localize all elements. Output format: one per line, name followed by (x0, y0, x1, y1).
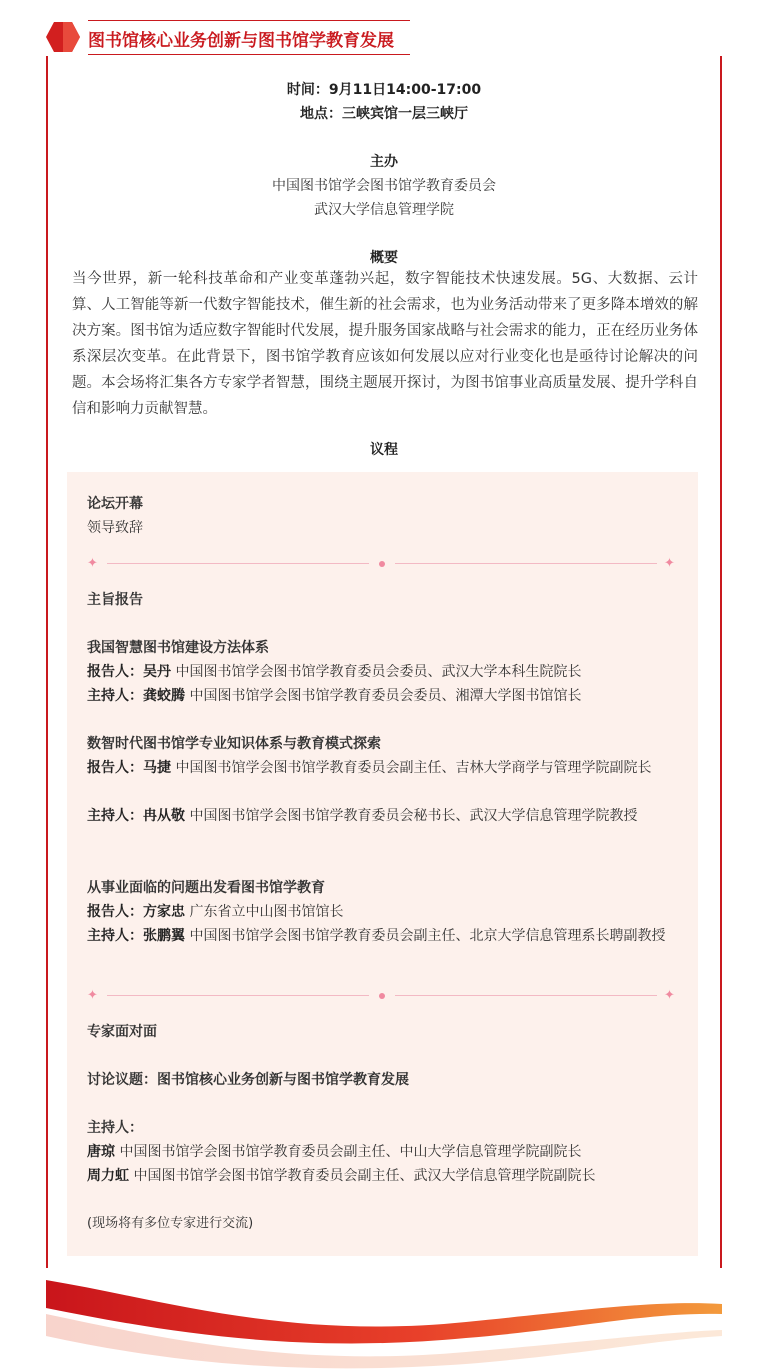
header-line-top (88, 20, 410, 21)
divider-dot (379, 561, 385, 567)
moderators-label: 主持人： (87, 1120, 143, 1136)
opening-subtitle: 领导致辞 (87, 520, 143, 536)
talk-speaker: 报告人：马捷 中国图书馆学会图书馆学教育委员会副主任、吉林大学商学与管理学院副院长 (87, 760, 652, 776)
header-title: 图书馆核心业务创新与图书馆学教育发展 (88, 31, 394, 51)
host-org-2: 武汉大学信息管理学院 (314, 202, 454, 218)
keynote-heading: 主旨报告 (87, 592, 143, 608)
host-heading: 主办 (370, 154, 398, 170)
talk-title: 我国智慧图书馆建设方法体系 (87, 640, 269, 656)
talk-title: 从事业面临的问题出发看图书馆学教育 (87, 880, 325, 896)
talk-host: 主持人：龚蛟腾 中国图书馆学会图书馆学教育委员会委员、湘潭大学图书馆馆长 (87, 688, 582, 704)
discussion-topic: 讨论议题：图书馆核心业务创新与图书馆学教育发展 (87, 1072, 409, 1088)
overview-heading: 概要 (370, 250, 398, 266)
divider-dot (379, 993, 385, 999)
agenda-heading: 议程 (370, 442, 398, 458)
talk-title: 数智时代图书馆学专业知识体系与教育模式探索 (87, 736, 381, 752)
decorative-ribbon (46, 1270, 722, 1370)
moderator-item: 唐琼 中国图书馆学会图书馆学教育委员会副主任、中山大学信息管理学院副院长 (87, 1144, 582, 1160)
talk-speaker: 报告人：方家忠 广东省立中山图书馆馆长 (87, 904, 344, 920)
talk-host: 主持人：张鹏翼 中国图书馆学会图书馆学教育委员会副主任、北京大学信息管理系长聘副教授 (87, 928, 666, 944)
hexagon-icon (46, 20, 80, 54)
section-divider (87, 986, 677, 1006)
talk-speaker: 报告人：吴丹 中国图书馆学会图书馆学教育委员会委员、武汉大学本科生院院长 (87, 664, 582, 680)
talk-host: 主持人：冉从敬 中国图书馆学会图书馆学教育委员会秘书长、武汉大学信息管理学院教授 (87, 808, 638, 824)
sparkle-icon: ✦ (87, 556, 98, 571)
frame-left-border (46, 56, 48, 1268)
event-place: 地点：三峡宾馆一层三峡厅 (300, 106, 468, 122)
host-org-1: 中国图书馆学会图书馆学教育委员会 (272, 178, 496, 194)
moderator-item: 周力虹 中国图书馆学会图书馆学教育委员会副主任、武汉大学信息管理学院副院长 (87, 1168, 596, 1184)
sparkle-icon: ✦ (664, 556, 675, 571)
header-line-bottom (88, 54, 410, 55)
overview-text: 当今世界，新一轮科技革命和产业变革蓬勃兴起，数字智能技术快速发展。5G、大数据、云计算、人工智能等新一代数字智能技术，催生新的社会需求，也为业务活动带来了更多降本增效的解决方案。图书馆为适应数字智能时代发展，提升服务国家战略与社会需求的能力，正在经历业务体系深层次变革。在此背景下，图书馆学教育应该如何发展以应对行业变化也是亟待讨论解决的问题。本会场将汇集各方专家学者智慧，围绕主题展开探讨，为图书馆事业高质量发展、提升学科自信和影响力贡献智慧。 (72, 271, 698, 417)
opening-title: 论坛开幕 (87, 496, 143, 512)
panel-heading: 专家面对面 (87, 1024, 157, 1040)
event-time: 时间：9月11日14:00-17:00 (286, 82, 482, 98)
agenda-panel (67, 472, 698, 1256)
frame-right-border (720, 56, 722, 1268)
closing-note: (现场将有多位专家进行交流) (87, 1216, 254, 1231)
section-divider (87, 554, 677, 574)
sparkle-icon: ✦ (664, 988, 675, 1003)
sparkle-icon: ✦ (87, 988, 98, 1003)
